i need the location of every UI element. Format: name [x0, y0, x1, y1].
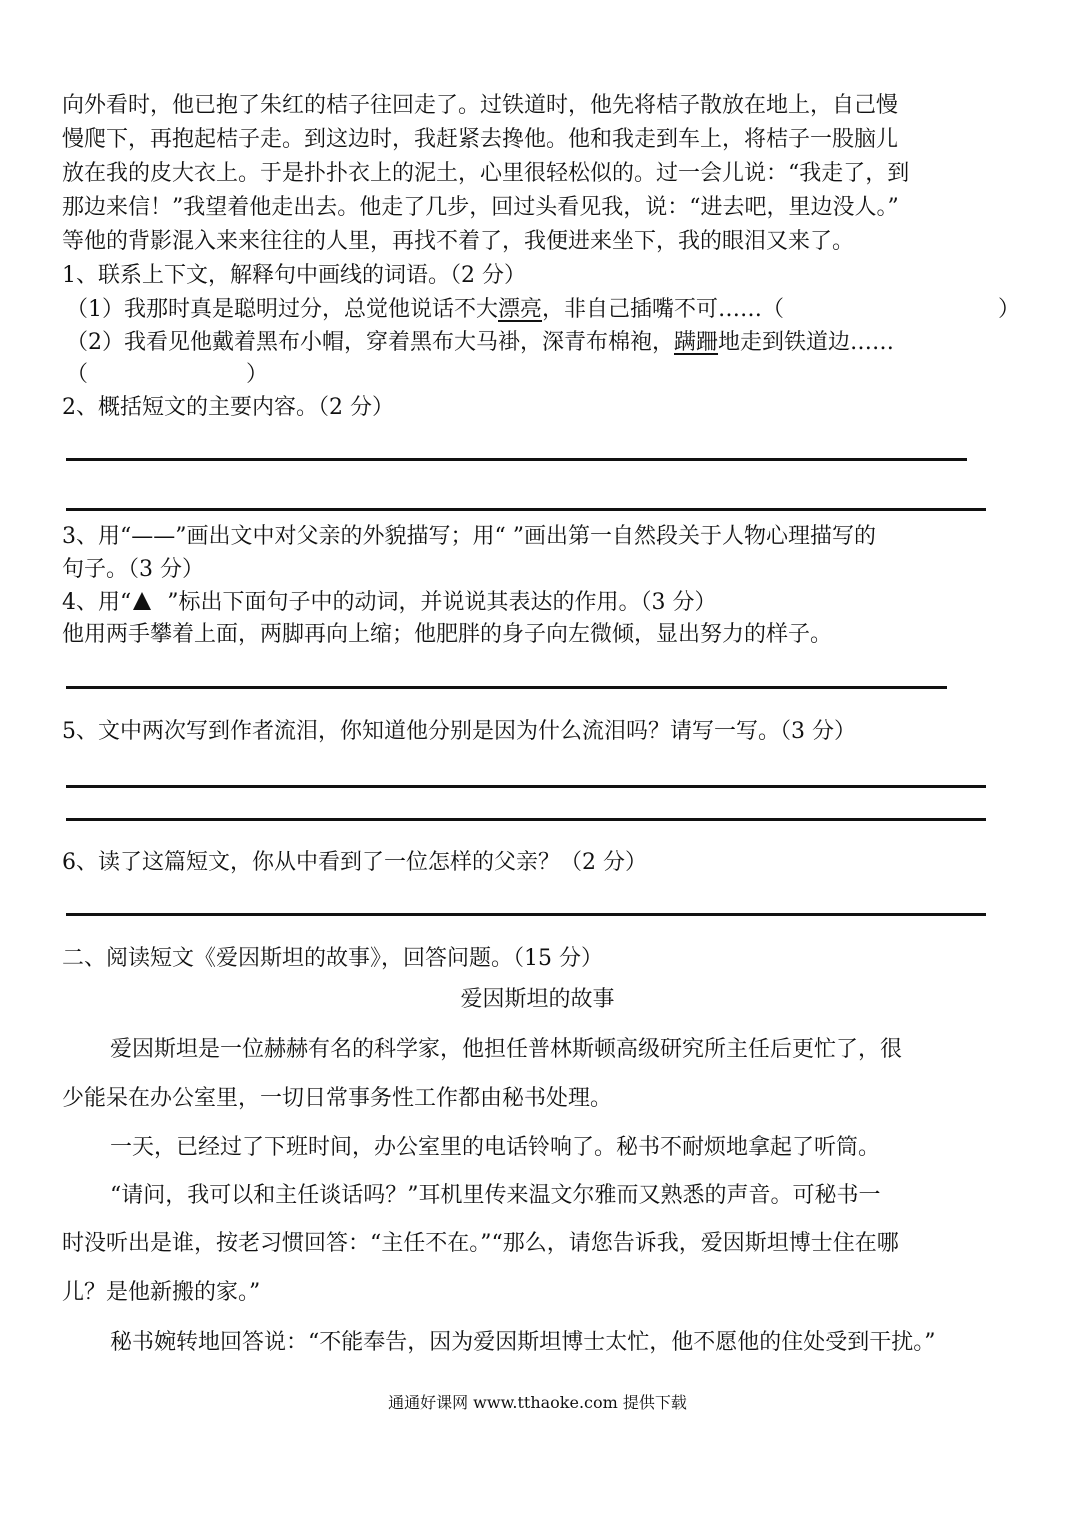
story-paragraph-3b: 时没听出是谁，按老习惯回答：“主任不在。”“那么，请您告诉我，爱因斯坦博士住在哪	[62, 1231, 899, 1256]
q6-answer-line[interactable]	[66, 913, 986, 916]
q1-underlined-word-2: 蹒跚	[674, 330, 719, 355]
q1-item2-text-end: 地走到铁道边……	[718, 330, 895, 355]
triangle-icon	[131, 588, 153, 618]
story-paragraph-1b: 少能呆在办公室里，一切日常事务性工作都由秘书处理。	[62, 1086, 613, 1111]
question-2-title: 2、概括短文的主要内容。（2 分）	[62, 395, 394, 420]
story-paragraph-2: 一天，已经过了下班时间，办公室里的电话铃响了。秘书不耐烦地拿起了听筒。	[110, 1135, 881, 1160]
footer-source: 通通好课网 www.tthaoke.com 提供下载	[388, 1393, 687, 1412]
question-6-title: 6、读了这篇短文，你从中看到了一位怎样的父亲？（2 分）	[62, 850, 647, 875]
story-paragraph-4: 秘书婉转地回答说：“不能奉告，因为爱因斯坦博士太忙，他不愿他的住处受到干扰。”	[110, 1330, 936, 1355]
passage-line-5: 等他的背影混入来来往往的人里，再找不着了，我便进来坐下，我的眼泪又来了。	[62, 229, 855, 254]
passage-line-4: 那边来信！”我望着他走出去。他走了几步，回过头看见我，说：“进去吧，里边没人。”	[62, 195, 899, 220]
question-1-item-2	[66, 328, 894, 358]
passage-line-2: 慢爬下，再抱起桔子走。到这边时，我赶紧去搀他。他和我走到车上，将桔子一股脑儿	[62, 127, 899, 152]
question-3-line-1: 3、用“——”画出文中对父亲的外貌描写；用“ ”画出第一自然段关于人物心理描写的	[62, 524, 876, 549]
question-4-title	[62, 588, 717, 618]
q4-title-end: ”标出下面句子中的动词，并说说其表达的作用。（3 分）	[167, 590, 717, 615]
q1-item2-answer-blank[interactable]	[66, 360, 269, 390]
q1-item2-answer-close: ）	[246, 362, 269, 387]
question-1-item-1	[66, 295, 1020, 325]
q5-answer-line-1[interactable]	[66, 785, 986, 788]
question-4-sentence: 他用两手攀着上面，两脚再向上缩；他肥胖的身子向左微倾，显出努力的样子。	[62, 622, 833, 647]
question-3-line-2: 句子。（3 分）	[62, 557, 204, 582]
story-paragraph-1a: 爱因斯坦是一位赫赫有名的科学家，他担任普林斯顿高级研究所主任后更忙了，很	[110, 1037, 903, 1062]
section-2-heading: 二、阅读短文《爱因斯坦的故事》，回答问题。（15 分）	[62, 946, 603, 971]
q2-answer-line-1[interactable]	[66, 458, 967, 461]
q2-answer-line-2[interactable]	[66, 508, 986, 511]
story-title: 爱因斯坦的故事	[460, 987, 615, 1012]
q4-title-start: 4、用“	[62, 590, 132, 615]
q1-item1-text-end: ，非自己插嘴不可……（	[542, 297, 785, 322]
q5-answer-line-2[interactable]	[66, 818, 986, 821]
q1-item1-text: （1）我那时真是聪明过分，总觉他说话不大	[66, 297, 498, 322]
q1-item2-text: （2）我看见他戴着黑布小帽，穿着黑布大马褂，深青布棉袍，	[66, 330, 674, 355]
question-1-title: 1、联系上下文，解释句中画线的词语。（2 分）	[62, 263, 526, 288]
q1-item2-answer-open: （	[66, 362, 89, 387]
story-paragraph-3c: 儿？是他新搬的家。”	[62, 1280, 261, 1305]
story-paragraph-3a: “请问，我可以和主任谈话吗？”耳机里传来温文尔雅而又熟悉的声音。可秘书一	[110, 1183, 881, 1208]
passage-line-1: 向外看时，他已抱了朱红的桔子往回走了。过铁道时，他先将桔子散放在地上，自己慢	[62, 93, 899, 118]
q1-item1-answer-close: ）	[997, 297, 1020, 322]
q1-underlined-word-1: 漂亮	[498, 297, 543, 322]
q4-answer-line[interactable]	[66, 686, 947, 689]
question-5-title: 5、文中两次写到作者流泪，你知道他分别是因为什么流泪吗？请写一写。（3 分）	[62, 719, 856, 744]
passage-line-3: 放在我的皮大衣上。于是扑扑衣上的泥土，心里很轻松似的。过一会儿说：“我走了，到	[62, 161, 910, 186]
